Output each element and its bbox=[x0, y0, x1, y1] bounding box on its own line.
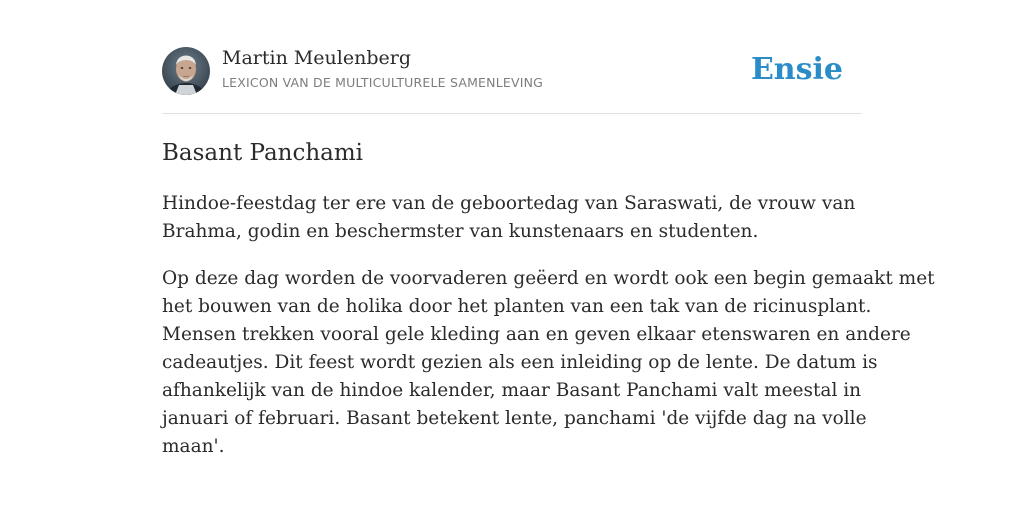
article-title: Basant Panchami bbox=[162, 140, 364, 166]
article-card bbox=[162, 46, 935, 457]
text-line: het bouwen van de holika door het planten van een tak van de ricinusplant. bbox=[162, 296, 872, 317]
paragraph bbox=[162, 265, 935, 461]
person-photo-icon bbox=[162, 47, 210, 95]
text-line: Mensen trekken vooral gele kleding aan en geven elkaar etenswaren en andere bbox=[162, 324, 911, 345]
text-line: Brahma, godin en beschermster van kunstenaars en studenten. bbox=[162, 221, 759, 242]
article-header bbox=[162, 46, 862, 96]
article-body bbox=[162, 190, 935, 480]
ensie-logo[interactable]: Ensie bbox=[750, 52, 843, 87]
text-line: cadeautjes. Dit feest wordt gezien als een inleiding op de lente. De datum is bbox=[162, 352, 878, 373]
text-line: Op deze dag worden de voorvaderen geëerd en wordt ook een begin gemaakt met bbox=[162, 268, 935, 289]
text-line: maan'. bbox=[162, 436, 225, 457]
text-line: afhankelijk van de hindoe kalender, maar Basant Panchami valt meestal in bbox=[162, 380, 862, 401]
text-line: Hindoe-feestdag ter ere van de geboortedag van Saraswati, de vrouw van bbox=[162, 193, 856, 214]
author-name[interactable]: Martin Meulenberg bbox=[222, 47, 411, 69]
text-line: januari of februari. Basant betekent lente, panchami 'de vijfde dag na volle bbox=[162, 408, 867, 429]
header-divider bbox=[162, 113, 862, 114]
source-name[interactable]: LEXICON VAN DE MULTICULTURELE SAMENLEVING bbox=[222, 75, 544, 90]
paragraph bbox=[162, 190, 862, 246]
author-avatar[interactable] bbox=[162, 47, 210, 95]
